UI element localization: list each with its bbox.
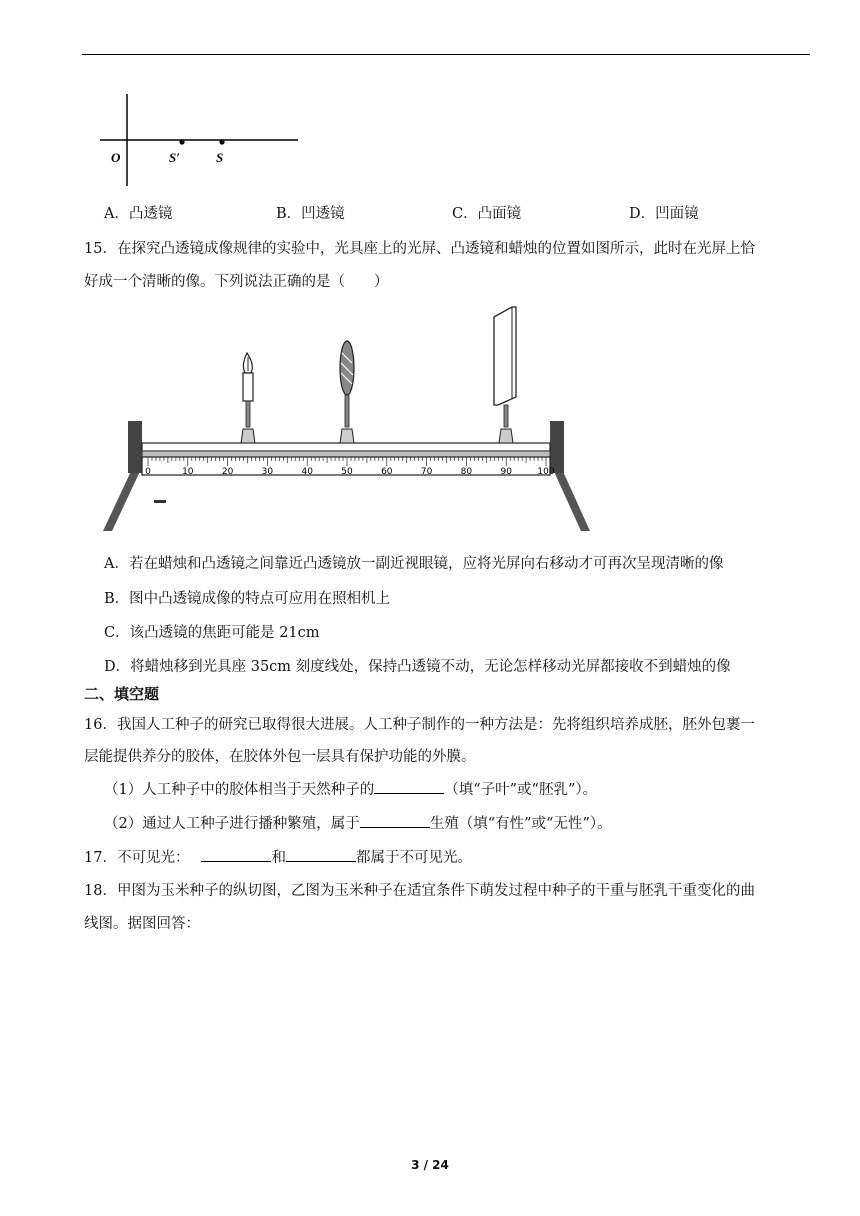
candle-holder xyxy=(241,429,255,443)
ruler-tick-label: 90 xyxy=(500,467,512,477)
q16-sub1-text: （1）人工种子中的胶体相当于天然种子的 xyxy=(104,782,375,798)
mirror-image-figure xyxy=(100,94,300,188)
left-end-block xyxy=(128,421,142,473)
q14-option-d: D．凹面镜 xyxy=(629,206,699,222)
lens-holder xyxy=(340,429,354,443)
ruler-tick-label: 50 xyxy=(341,467,353,477)
page-number: 3 / 24 xyxy=(411,1158,449,1172)
rail-top xyxy=(142,443,550,451)
section-title: 二、填空题 xyxy=(84,685,160,703)
optical-bench-figure xyxy=(100,305,592,535)
candle-stem xyxy=(246,401,250,427)
q18-stem-line1: 18．甲图为玉米种子的纵切图，乙图为玉米种子在适宜条件下萌发过程中种子的干重与胚乳干重变化的曲 xyxy=(84,883,755,899)
ruler-tick-label: 20 xyxy=(221,467,234,477)
q16-sub2-hint: 生殖（填“有性”或“无性”）。 xyxy=(429,816,612,832)
candle xyxy=(241,353,255,443)
candle-body xyxy=(243,373,253,401)
q18-stem-line2: 线图。据图回答： xyxy=(84,916,200,932)
header-rule xyxy=(82,54,810,55)
light-screen xyxy=(494,307,516,443)
q14-option-c: C．凸面镜 xyxy=(452,206,522,222)
ruler-tick-label: 70 xyxy=(420,467,433,477)
point-s xyxy=(219,139,224,144)
point-s-prime xyxy=(179,139,184,144)
q15-option-b: B．图中凸透镜成像的特点可应用在照相机上 xyxy=(104,591,391,607)
ruler-tick-label: 0 xyxy=(145,467,151,477)
ruler-tick-label: 10 xyxy=(182,467,194,477)
right-end-block xyxy=(550,421,564,473)
right-leg xyxy=(552,467,590,531)
label-s: S xyxy=(216,150,224,165)
q15-option-d: D．将蜡烛移到光具座 35cm 刻度线处，保持凸透镜不动，无论怎样移动光屏都接收不到蜡烛的像 xyxy=(104,659,731,675)
ruler-mark xyxy=(154,500,166,503)
q14-option-a: A．凸透镜 xyxy=(104,206,173,222)
q17-text: 17．不可见光： xyxy=(84,850,190,866)
q17-blank2[interactable] xyxy=(286,847,356,862)
screen-stem xyxy=(504,405,508,427)
q17-tail: 都属于不可见光。 xyxy=(355,850,472,866)
q16-blank1[interactable] xyxy=(374,779,444,794)
q15-option-a: A．若在蜡烛和凸透镜之间靠近凸透镜放一副近视眼镜，应将光屏向右移动才可再次呈现清晰的像 xyxy=(104,556,724,572)
q15-option-c: C．该凸透镜的焦距可能是 21cm xyxy=(104,625,320,641)
ruler-tick-label: 30 xyxy=(261,467,274,477)
rail-mid xyxy=(142,451,550,457)
q16-sub1-hint: （填“子叶”或“胚乳”）。 xyxy=(444,782,598,798)
q15-stem-line1: 15．在探究凸透镜成像规律的实验中，光具座上的光屏、凸透镜和蜡烛的位置如图所示，此时在光屏上恰 xyxy=(84,241,755,257)
q16-stem-line2: 层能提供养分的胶体，在胶体外包一层具有保护功能的外膜。 xyxy=(84,749,476,765)
label-o: O xyxy=(111,150,121,165)
ruler-tick-label: 60 xyxy=(381,467,393,477)
lens-body xyxy=(340,341,354,395)
q14-option-b: B．凹透镜 xyxy=(276,206,345,222)
q16-stem-line1: 16．我国人工种子的研究已取得很大进展。人工种子制作的一种方法是：先将组织培养成胚，胚外包裹一 xyxy=(84,717,755,733)
q16-sub2 xyxy=(104,812,612,833)
q16-blank2[interactable] xyxy=(360,813,430,828)
q17-and: 和 xyxy=(271,850,286,866)
screen-holder xyxy=(499,429,513,443)
ruler-tick-label: 40 xyxy=(301,467,313,477)
convex-lens xyxy=(340,341,354,443)
left-leg xyxy=(103,467,142,531)
q16-sub2-text: （2）通过人工种子进行播种繁殖，属于 xyxy=(104,816,360,832)
q16-sub1 xyxy=(104,778,597,799)
screen-plate xyxy=(494,307,516,405)
label-s-prime: S′ xyxy=(169,150,180,165)
ruler-tick-label: 100 xyxy=(537,467,555,477)
q17-blank1[interactable] xyxy=(201,847,271,862)
q17 xyxy=(84,846,472,867)
lens-stem xyxy=(345,395,349,427)
q15-stem-line2: 好成一个清晰的像。下列说法正确的是（ ） xyxy=(84,274,389,290)
ruler-tick-label: 80 xyxy=(460,467,473,477)
